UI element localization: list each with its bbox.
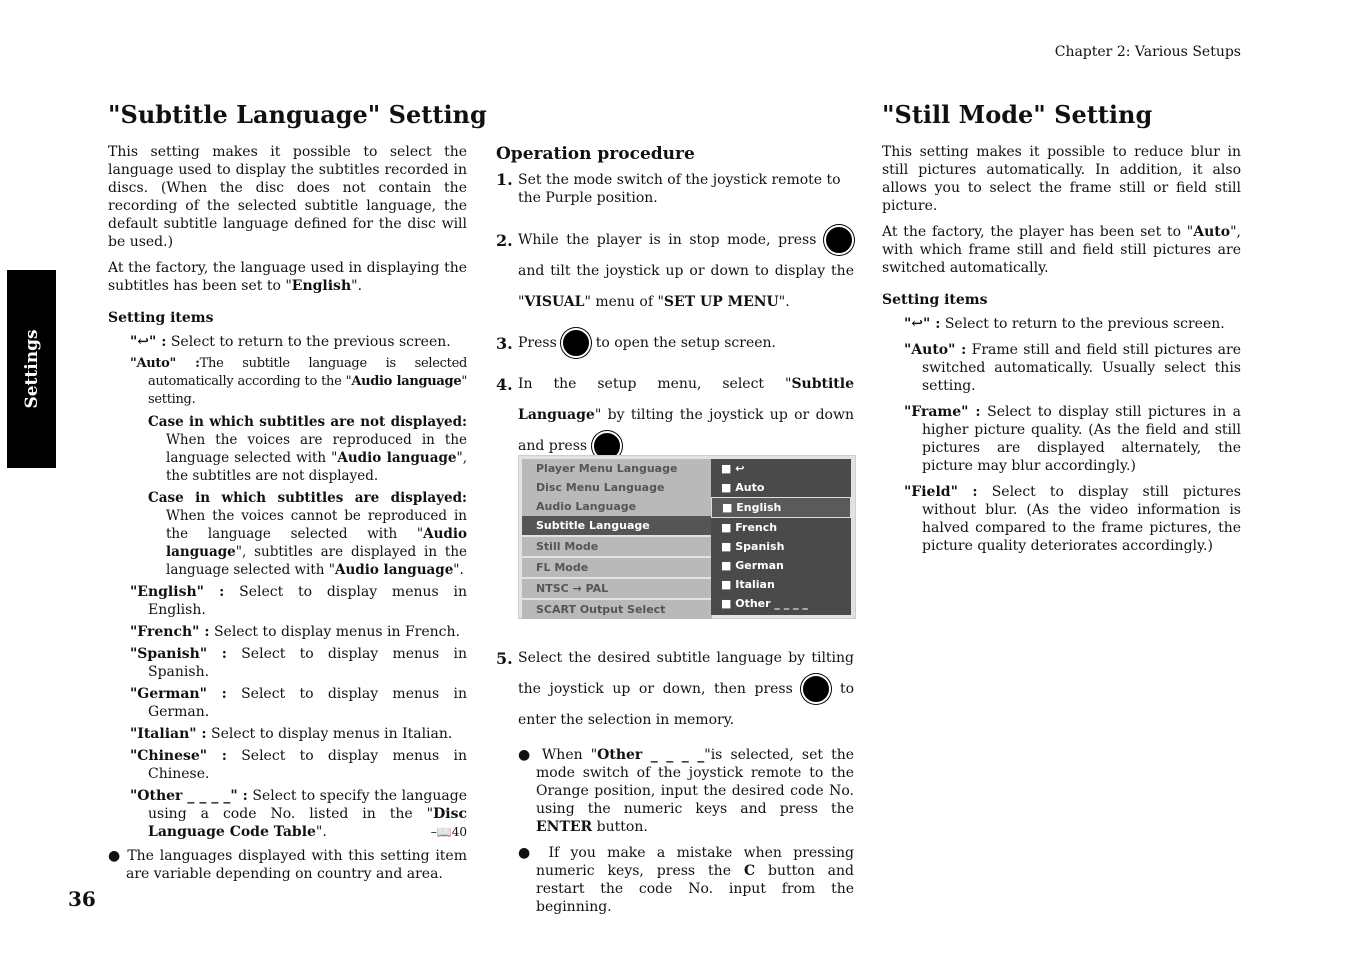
right-auto-item: "Auto" : Frame still and field still pictures are switched automatically. Usually select this setting.	[904, 342, 1241, 394]
left-auto-item: "Auto" :The subtitle language is selected automatically according to the "Audio language" setting.	[130, 356, 468, 407]
menu-item-selected: Subtitle Language	[522, 516, 712, 535]
middle-column-lower	[496, 643, 854, 916]
step-2: 2. While the player is in stop mode, press and tilt the joystick up or down to display the "VISUAL" menu of "SET UP MENU".	[496, 225, 854, 318]
middle-column	[496, 145, 854, 472]
setup-button-icon	[561, 328, 591, 358]
chapter-header: Chapter 2: Various Setups	[1054, 44, 1241, 60]
side-tab-label: Settings	[21, 329, 42, 409]
lang-italian: "Italian" : Select to display menus in Italian.	[130, 726, 453, 742]
setup-menu-screenshot	[518, 455, 856, 619]
menu-options-list	[711, 459, 851, 615]
menu-item: NTSC → PAL	[522, 577, 712, 598]
operation-heading: Operation procedure	[496, 144, 695, 164]
right-setting-items-heading: Setting items	[882, 292, 988, 308]
left-column	[108, 143, 467, 883]
subtitle-language-title: "Subtitle Language" Setting	[108, 100, 487, 129]
menu-item: Still Mode	[522, 535, 712, 556]
left-setting-items-heading: Setting items	[108, 310, 214, 326]
bullet-mistake: ● If you make a mistake when pressing numeric keys, press the C button and restart the code No. input from the beginning.	[518, 845, 854, 915]
page-ref: –📖40	[430, 825, 467, 839]
lang-chinese: "Chinese" : Select to display menus in Chinese.	[130, 748, 467, 782]
menu-option: ■ German	[721, 559, 784, 572]
menu-option: ■ Other _ _ _ _	[721, 597, 808, 610]
menu-item: SCART Output Select	[522, 598, 712, 619]
menu-option: ■ Auto	[721, 481, 765, 494]
left-factory: At the factory, the language used in displaying the subtitles has been set to "English".	[108, 260, 467, 294]
lang-german: "German" : Select to display menus in German.	[130, 686, 467, 720]
right-column	[882, 143, 1241, 559]
button-icon	[824, 225, 854, 255]
menu-option: ■ French	[721, 521, 778, 534]
menu-option-highlighted: ■ English	[711, 497, 851, 518]
case-displayed: Case in which subtitles are displayed: When the voices cannot be reproduced in the language selected with "Audio language", subtitles are displayed in the language selected with "Audio language".	[148, 490, 467, 578]
case-not-displayed: Case in which subtitles are not displayed: When the voices are reproduced in the language selected with "Audio language", the subtitles are not displayed.	[148, 414, 467, 484]
step-3: 3. Press to open the setup screen.	[496, 328, 854, 359]
left-return-item: "↩" : Select to return to the previous screen.	[130, 334, 451, 350]
step-5: 5. Select the desired subtitle language by tilting the joystick up or down, then press to enter the selection in memory.	[496, 649, 855, 728]
right-field-item: "Field" : Select to display still pictures without blur. (As the video information is halved compared to the frame pictures, the picture quality deteriorates accordingly.)	[904, 484, 1241, 554]
menu-item: Audio Language	[522, 497, 712, 516]
enter-button-icon	[801, 674, 831, 704]
step-4: 4. In the setup menu, select "Subtitle Language" by tilting the joystick up or down and press	[496, 369, 854, 462]
menu-option: ■ Spanish	[721, 540, 785, 553]
lang-other: "Other _ _ _ _" : Select to specify the language using a code No. listed in the "Disc Language Code Table". –📖40	[130, 788, 467, 840]
menu-option: ■ Italian	[721, 578, 775, 591]
bullet-other: ● When "Other _ _ _ _"is selected, set the mode switch of the joystick remote to the Orange position, input the desired code No. using the numeric keys and press the ENTER button.	[518, 747, 855, 835]
menu-item: Disc Menu Language	[522, 478, 712, 497]
step-1: 1. Set the mode switch of the joystick remote to the Purple position.	[496, 170, 841, 206]
right-frame-item: "Frame" : Select to display still pictures in a higher picture quality. (As the field and still pictures are displayed alternately, the picture may blur accordingly.)	[904, 404, 1241, 474]
menu-left-list	[522, 459, 712, 619]
menu-item: Player Menu Language	[522, 459, 712, 478]
lang-english: "English" : Select to display menus in English.	[130, 584, 467, 618]
right-return-item: "↩" : Select to return to the previous screen.	[904, 316, 1225, 332]
lang-french: "French" : Select to display menus in French.	[130, 624, 460, 640]
right-factory: At the factory, the player has been set to "Auto", with which frame still and field still pictures are switched automatically.	[882, 224, 1241, 276]
right-intro: This setting makes it possible to reduce blur in still pictures automatically. In addition, it also allows you to select the frame still or field still picture.	[882, 144, 1241, 214]
menu-option: ■ ↩	[721, 462, 745, 475]
left-note: ● The languages displayed with this setting item are variable depending on country and area.	[108, 848, 467, 882]
lang-spanish: "Spanish" : Select to display menus in Spanish.	[130, 646, 467, 680]
still-mode-title: "Still Mode" Setting	[882, 100, 1153, 129]
menu-item: FL Mode	[522, 556, 712, 577]
page-number: 36	[68, 887, 96, 911]
left-intro: This setting makes it possible to select the language used to display the subtitles recorded in discs. (When the disc does not contain the recording of the selected subtitle language, the default subtitle language defined for the disc will be used.)	[108, 144, 467, 250]
side-tab	[7, 270, 56, 468]
